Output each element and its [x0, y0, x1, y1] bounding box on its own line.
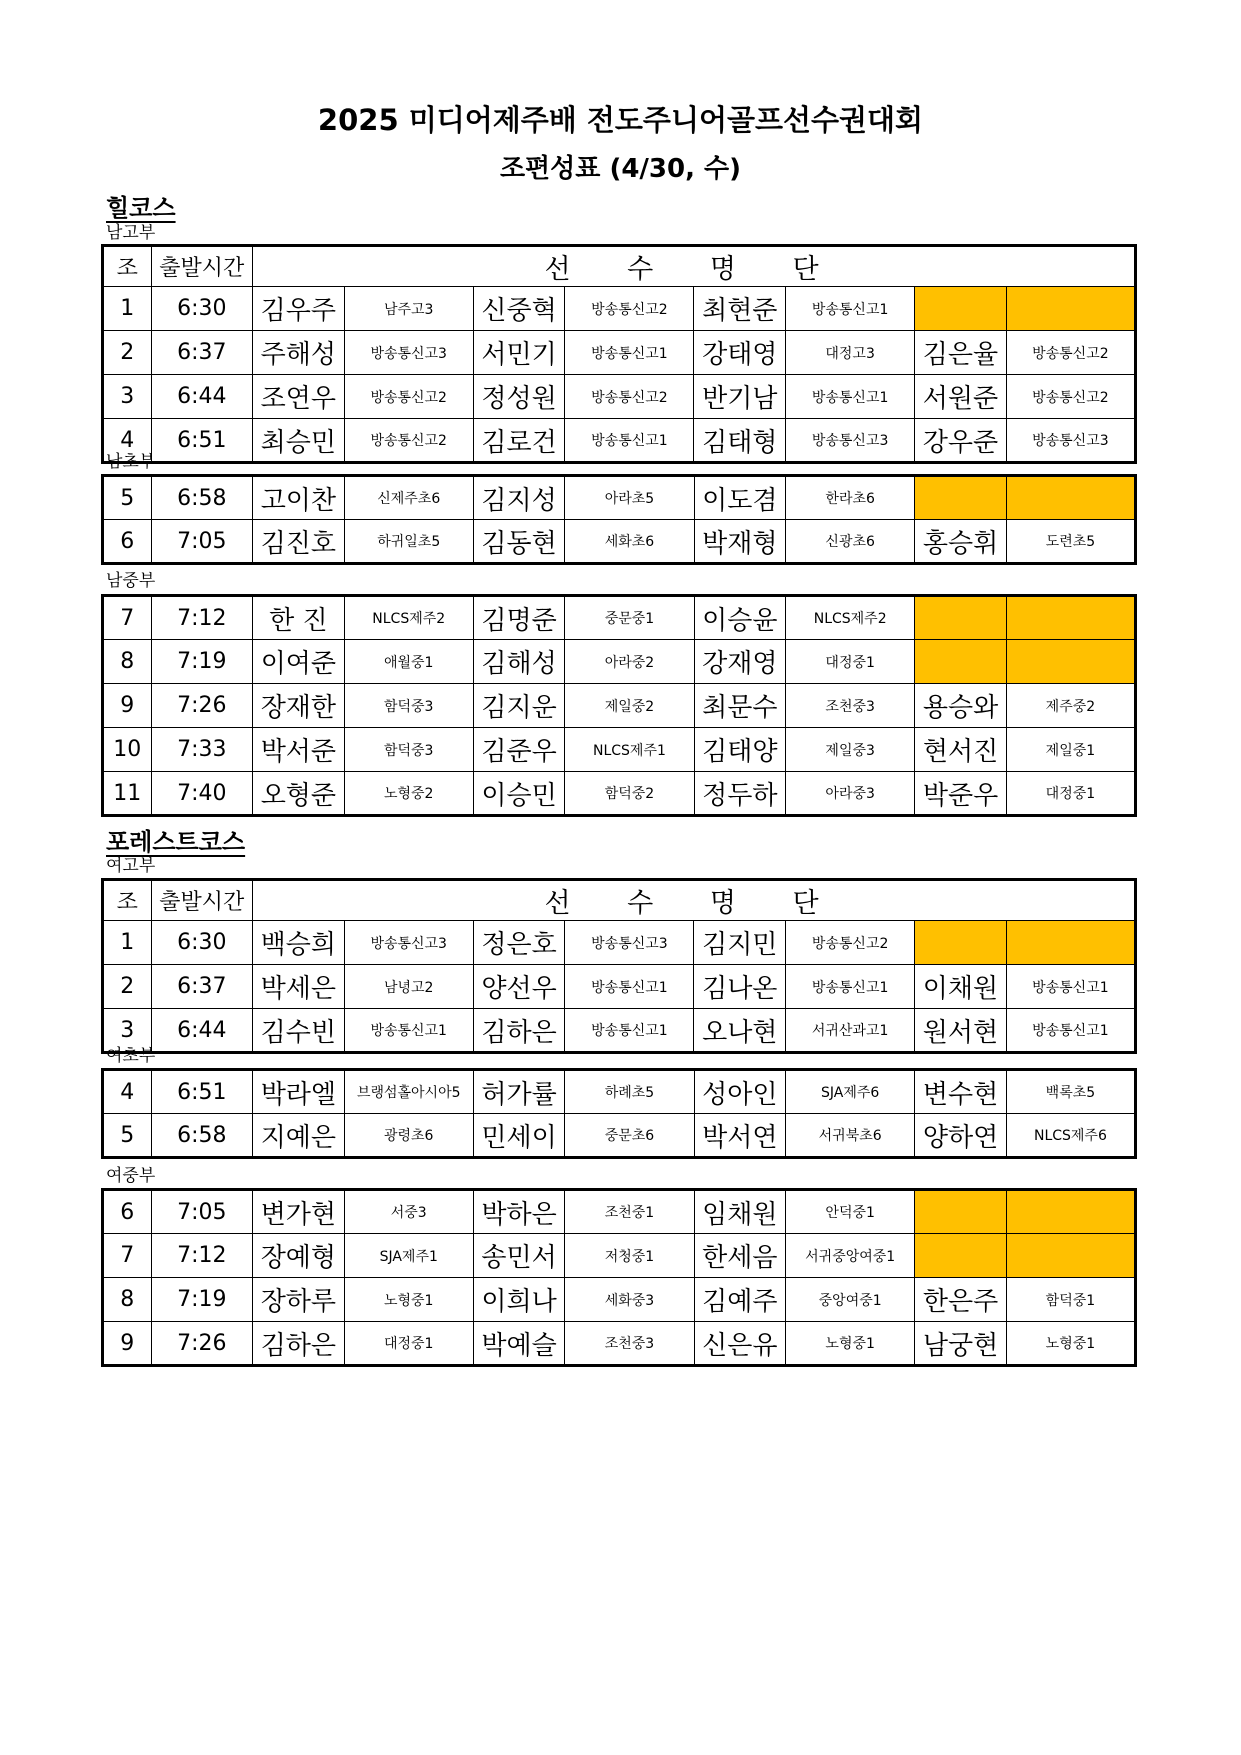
table-row — [103, 921, 1136, 965]
player-name: 김지민 — [694, 921, 786, 965]
player-school: 안덕중1 — [786, 1190, 915, 1234]
player-school: 방송통신고2 — [344, 375, 473, 419]
division-label: 남초부 — [106, 452, 156, 472]
player-school: 방송통신고1 — [1006, 965, 1135, 1009]
table-row — [103, 287, 1136, 331]
group-number: 4 — [103, 419, 152, 463]
group-number: 8 — [103, 1278, 152, 1322]
group-number: 9 — [103, 1322, 152, 1366]
player-name: 김동현 — [473, 520, 565, 564]
player-school: 광령초6 — [344, 1114, 473, 1158]
player-name: 이승윤 — [694, 596, 786, 640]
player-name: 한 진 — [253, 596, 345, 640]
player-school: 브랭섬홀아시아5 — [344, 1070, 473, 1114]
player-name: 박서연 — [694, 1114, 786, 1158]
start-time: 6:30 — [151, 921, 253, 965]
player-name: 김수빈 — [253, 1009, 345, 1053]
player-name: 최현준 — [694, 287, 786, 331]
player-name: 박하은 — [473, 1190, 565, 1234]
player-school: NLCS제주1 — [565, 728, 694, 772]
player-name: 김태형 — [694, 419, 786, 463]
division-label: 여고부 — [106, 856, 156, 876]
player-school: 대정중1 — [786, 640, 915, 684]
tee-time-table — [101, 244, 1137, 464]
player-name: 지예은 — [253, 1114, 345, 1158]
start-time: 7:12 — [151, 1234, 253, 1278]
player-school: 대정고3 — [786, 331, 915, 375]
player-name: 반기남 — [694, 375, 786, 419]
empty-slot — [1006, 921, 1135, 965]
player-school: 방송통신고2 — [344, 419, 473, 463]
player-name: 박예슬 — [473, 1322, 565, 1366]
player-name: 용승와 — [915, 684, 1007, 728]
player-school: 제일중1 — [1006, 728, 1135, 772]
table-row — [103, 1234, 1136, 1278]
empty-slot — [915, 1234, 1007, 1278]
player-name: 김하은 — [253, 1322, 345, 1366]
player-name: 김해성 — [473, 640, 565, 684]
player-name: 이채원 — [915, 965, 1007, 1009]
player-name: 김진호 — [253, 520, 345, 564]
player-name: 박라엘 — [253, 1070, 345, 1114]
player-school: 방송통신고3 — [344, 921, 473, 965]
group-number: 5 — [103, 1114, 152, 1158]
division-label: 남고부 — [106, 223, 156, 243]
player-name: 김우주 — [253, 287, 345, 331]
start-time: 7:12 — [151, 596, 253, 640]
group-number: 4 — [103, 1070, 152, 1114]
player-school: 제주중2 — [1006, 684, 1135, 728]
header-group: 조 — [103, 246, 152, 287]
player-name: 이여준 — [253, 640, 345, 684]
start-time: 7:33 — [151, 728, 253, 772]
player-name: 장하루 — [253, 1278, 345, 1322]
player-name: 양하연 — [915, 1114, 1007, 1158]
player-school: 방송통신고2 — [1006, 331, 1135, 375]
group-number: 2 — [103, 331, 152, 375]
start-time: 7:19 — [151, 1278, 253, 1322]
player-school: 방송통신고3 — [344, 331, 473, 375]
player-school: 함덕중3 — [344, 684, 473, 728]
player-name: 성아인 — [694, 1070, 786, 1114]
player-name: 서민기 — [473, 331, 565, 375]
player-name: 이희나 — [473, 1278, 565, 1322]
group-number: 5 — [103, 476, 152, 520]
player-school: 제일중3 — [786, 728, 915, 772]
player-school: 도련초5 — [1006, 520, 1135, 564]
empty-slot — [915, 640, 1007, 684]
start-time: 6:58 — [151, 476, 253, 520]
course-title: 힐코스 — [106, 194, 176, 222]
player-school: 방송통신고1 — [786, 375, 915, 419]
player-school: 서귀북초6 — [786, 1114, 915, 1158]
group-number: 6 — [103, 520, 152, 564]
player-school: 노형중2 — [344, 772, 473, 816]
start-time: 6:37 — [151, 965, 253, 1009]
player-school: NLCS제주2 — [344, 596, 473, 640]
player-name: 민세이 — [473, 1114, 565, 1158]
player-school: 서귀중앙여중1 — [786, 1234, 915, 1278]
player-name: 백승희 — [253, 921, 345, 965]
player-school: 방송통신고1 — [565, 965, 694, 1009]
player-name: 한세음 — [694, 1234, 786, 1278]
division-label: 남중부 — [106, 571, 156, 591]
player-school: 중앙여중1 — [786, 1278, 915, 1322]
start-time: 6:44 — [151, 1009, 253, 1053]
player-school: 아라중2 — [565, 640, 694, 684]
player-name: 김로건 — [473, 419, 565, 463]
table-row — [103, 476, 1136, 520]
group-number: 1 — [103, 921, 152, 965]
player-name: 김하은 — [473, 1009, 565, 1053]
player-school: 중문초6 — [565, 1114, 694, 1158]
header-start-time: 출발시간 — [151, 880, 253, 921]
header-players: 선 수 명 단 — [253, 880, 1136, 921]
table-row — [103, 375, 1136, 419]
player-name: 장재한 — [253, 684, 345, 728]
start-time: 6:37 — [151, 331, 253, 375]
player-school: 방송통신고2 — [1006, 375, 1135, 419]
player-school: 방송통신고2 — [565, 375, 694, 419]
start-time: 7:05 — [151, 520, 253, 564]
player-name: 변수현 — [915, 1070, 1007, 1114]
player-name: 남궁현 — [915, 1322, 1007, 1366]
player-school: 남주고3 — [344, 287, 473, 331]
player-school: 함덕중2 — [565, 772, 694, 816]
player-school: 남녕고2 — [344, 965, 473, 1009]
player-school: 대정중1 — [344, 1322, 473, 1366]
start-time: 6:44 — [151, 375, 253, 419]
player-school: 방송통신고3 — [565, 921, 694, 965]
empty-slot — [1006, 640, 1135, 684]
player-school: 방송통신고1 — [786, 965, 915, 1009]
player-name: 김지운 — [473, 684, 565, 728]
player-name: 정두하 — [694, 772, 786, 816]
player-name: 김은율 — [915, 331, 1007, 375]
table-row — [103, 640, 1136, 684]
header-group: 조 — [103, 880, 152, 921]
player-name: 원서현 — [915, 1009, 1007, 1053]
document-subtitle: 조편성표 (4/30, 수) — [499, 154, 742, 184]
player-name: 홍승휘 — [915, 520, 1007, 564]
player-name: 이승민 — [473, 772, 565, 816]
player-name: 강우준 — [915, 419, 1007, 463]
group-number: 1 — [103, 287, 152, 331]
start-time: 7:26 — [151, 684, 253, 728]
empty-slot — [1006, 1234, 1135, 1278]
empty-slot — [915, 1190, 1007, 1234]
player-school: 신광초6 — [786, 520, 915, 564]
player-school: 백록초5 — [1006, 1070, 1135, 1114]
table-row — [103, 419, 1136, 463]
player-name: 김준우 — [473, 728, 565, 772]
player-school: 방송통신고2 — [786, 921, 915, 965]
table-row — [103, 331, 1136, 375]
empty-slot — [1006, 476, 1135, 520]
player-school: 조천중3 — [786, 684, 915, 728]
start-time: 6:51 — [151, 419, 253, 463]
player-school: 방송통신고2 — [565, 287, 694, 331]
empty-slot — [915, 287, 1007, 331]
group-number: 3 — [103, 375, 152, 419]
player-school: 세화중3 — [565, 1278, 694, 1322]
player-school: NLCS제주2 — [786, 596, 915, 640]
player-school: 조천중1 — [565, 1190, 694, 1234]
player-name: 변가현 — [253, 1190, 345, 1234]
empty-slot — [915, 596, 1007, 640]
player-school: 조천중3 — [565, 1322, 694, 1366]
player-name: 최승민 — [253, 419, 345, 463]
group-number: 9 — [103, 684, 152, 728]
start-time: 6:51 — [151, 1070, 253, 1114]
table-row — [103, 1070, 1136, 1114]
player-name: 정성원 — [473, 375, 565, 419]
group-number: 2 — [103, 965, 152, 1009]
player-name: 고이찬 — [253, 476, 345, 520]
table-header-row — [103, 880, 1136, 921]
start-time: 7:26 — [151, 1322, 253, 1366]
player-name: 정은호 — [473, 921, 565, 965]
player-school: 방송통신고1 — [565, 331, 694, 375]
player-school: 애월중1 — [344, 640, 473, 684]
table-row — [103, 1278, 1136, 1322]
player-school: 방송통신고1 — [565, 419, 694, 463]
player-name: 박세은 — [253, 965, 345, 1009]
player-school: 노형중1 — [344, 1278, 473, 1322]
player-school: 함덕중3 — [344, 728, 473, 772]
player-school: 방송통신고1 — [786, 287, 915, 331]
start-time: 7:19 — [151, 640, 253, 684]
tee-time-table — [101, 474, 1137, 565]
table-row — [103, 965, 1136, 1009]
player-school: 하례초5 — [565, 1070, 694, 1114]
tee-time-table — [101, 594, 1137, 817]
table-row — [103, 1322, 1136, 1366]
group-number: 11 — [103, 772, 152, 816]
player-name: 김지성 — [473, 476, 565, 520]
player-school: 서중3 — [344, 1190, 473, 1234]
empty-slot — [915, 476, 1007, 520]
player-school: 함덕중1 — [1006, 1278, 1135, 1322]
player-school: 세화초6 — [565, 520, 694, 564]
group-number: 6 — [103, 1190, 152, 1234]
player-name: 강재영 — [694, 640, 786, 684]
table-row — [103, 772, 1136, 816]
tee-time-table — [101, 878, 1137, 1054]
player-school: 저청중1 — [565, 1234, 694, 1278]
player-school: 서귀산과고1 — [786, 1009, 915, 1053]
empty-slot — [915, 921, 1007, 965]
player-name: 주해성 — [253, 331, 345, 375]
course-title: 포레스트코스 — [106, 828, 246, 856]
player-name: 최문수 — [694, 684, 786, 728]
group-number: 10 — [103, 728, 152, 772]
empty-slot — [1006, 287, 1135, 331]
player-name: 장예형 — [253, 1234, 345, 1278]
player-name: 임채원 — [694, 1190, 786, 1234]
player-name: 이도겸 — [694, 476, 786, 520]
table-header-row — [103, 246, 1136, 287]
player-school: 한라초6 — [786, 476, 915, 520]
start-time: 7:05 — [151, 1190, 253, 1234]
group-number: 8 — [103, 640, 152, 684]
start-time: 6:30 — [151, 287, 253, 331]
player-name: 현서진 — [915, 728, 1007, 772]
player-school: 노형중1 — [1006, 1322, 1135, 1366]
player-school: 중문중1 — [565, 596, 694, 640]
player-school: 방송통신고1 — [565, 1009, 694, 1053]
player-school: 아라중3 — [786, 772, 915, 816]
player-name: 박준우 — [915, 772, 1007, 816]
player-school: 신제주초6 — [344, 476, 473, 520]
group-number: 7 — [103, 596, 152, 640]
table-row — [103, 596, 1136, 640]
group-number: 7 — [103, 1234, 152, 1278]
empty-slot — [1006, 1190, 1135, 1234]
table-row — [103, 1114, 1136, 1158]
tee-time-table — [101, 1188, 1137, 1367]
player-name: 강태영 — [694, 331, 786, 375]
tee-time-table — [101, 1068, 1137, 1159]
player-school: 방송통신고1 — [1006, 1009, 1135, 1053]
player-school: 방송통신고3 — [1006, 419, 1135, 463]
player-name: 조연우 — [253, 375, 345, 419]
group-number: 3 — [103, 1009, 152, 1053]
player-name: 박서준 — [253, 728, 345, 772]
empty-slot — [1006, 596, 1135, 640]
player-name: 신은유 — [694, 1322, 786, 1366]
player-school: SJA제주1 — [344, 1234, 473, 1278]
player-name: 김태양 — [694, 728, 786, 772]
player-school: 대정중1 — [1006, 772, 1135, 816]
start-time: 7:40 — [151, 772, 253, 816]
player-name: 김명준 — [473, 596, 565, 640]
player-name: 서원준 — [915, 375, 1007, 419]
header-players: 선 수 명 단 — [253, 246, 1136, 287]
player-name: 박재형 — [694, 520, 786, 564]
table-row — [103, 728, 1136, 772]
table-row — [103, 1009, 1136, 1053]
table-row — [103, 684, 1136, 728]
player-school: 방송통신고3 — [786, 419, 915, 463]
player-school: NLCS제주6 — [1006, 1114, 1135, 1158]
player-school: 제일중2 — [565, 684, 694, 728]
table-row — [103, 1190, 1136, 1234]
player-name: 김나온 — [694, 965, 786, 1009]
division-label: 여초부 — [106, 1046, 156, 1066]
player-name: 오나현 — [694, 1009, 786, 1053]
player-name: 한은주 — [915, 1278, 1007, 1322]
player-school: 아라초5 — [565, 476, 694, 520]
player-name: 김예주 — [694, 1278, 786, 1322]
start-time: 6:58 — [151, 1114, 253, 1158]
player-school: 하귀일초5 — [344, 520, 473, 564]
player-name: 허가률 — [473, 1070, 565, 1114]
division-label: 여중부 — [106, 1166, 156, 1186]
player-school: SJA제주6 — [786, 1070, 915, 1114]
player-name: 오형준 — [253, 772, 345, 816]
player-name: 송민서 — [473, 1234, 565, 1278]
header-start-time: 출발시간 — [151, 246, 253, 287]
table-row — [103, 520, 1136, 564]
player-name: 신중혁 — [473, 287, 565, 331]
player-school: 노형중1 — [786, 1322, 915, 1366]
document-title: 2025 미디어제주배 전도주니어골프선수권대회 — [317, 103, 924, 137]
player-school: 방송통신고1 — [344, 1009, 473, 1053]
player-name: 양선우 — [473, 965, 565, 1009]
